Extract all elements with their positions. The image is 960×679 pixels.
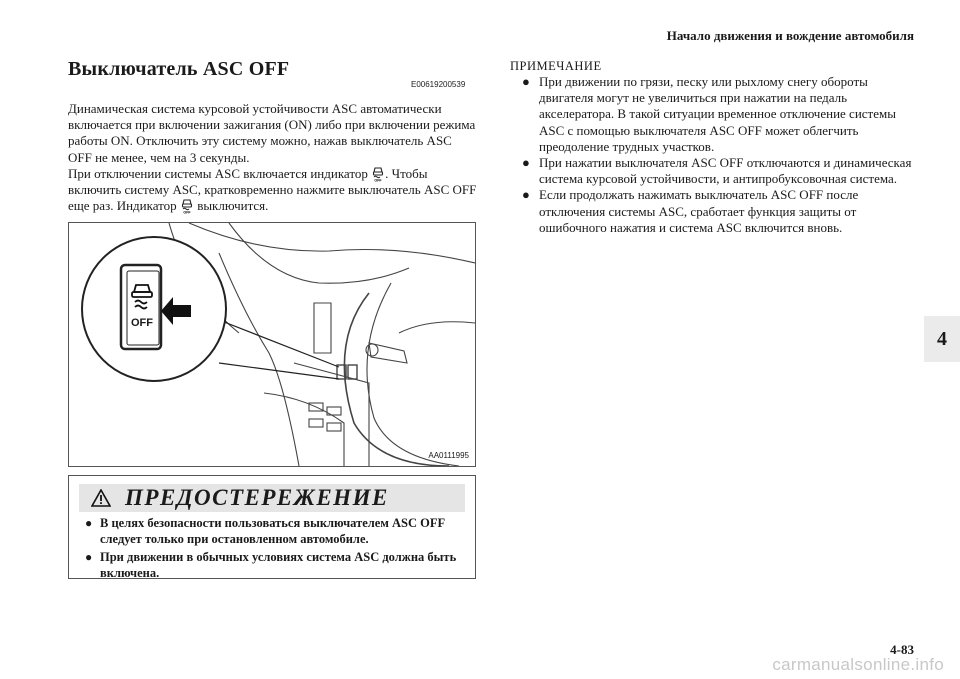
bullet-icon: ● bbox=[522, 74, 530, 89]
dash-lower-line bbox=[219, 253, 299, 466]
stalk-switch bbox=[369, 343, 407, 363]
warning-item bbox=[85, 550, 467, 581]
dash-panel-line bbox=[229, 223, 409, 283]
asc-off-indicator-icon bbox=[180, 198, 194, 214]
note-item-text: При движении по грязи, песку или рыхлому снегу обороты двигателя могут не увеличиться при нажатии на педаль акселератора. В такой ситуации временное отключение системы ASC с помощью выключателя ASC OFF может облегчить преодоление трудных участков. bbox=[539, 74, 896, 154]
section-title: Выключатель ASC OFF bbox=[68, 58, 290, 80]
air-vent bbox=[314, 303, 331, 353]
console-curve bbox=[264, 393, 344, 466]
body-paragraph-1: Динамическая система курсовой устойчивости ASC автоматически включается при включении зажигания (ON) либо при включении режима работы ON. Отключить эту систему можно, нажав выключатель ASC OFF не менее, чем на 3 секунды. bbox=[68, 101, 476, 165]
warning-item-text: При движении в обычных условиях система ASC должна быть включена. bbox=[100, 550, 457, 580]
note-item-text: Если продолжать нажимать выключатель ASC OFF после отключения системы ASC, сработает функция защиты от ошибочного нажатия и система ASC включится вновь. bbox=[539, 187, 859, 235]
bullet-icon: ● bbox=[522, 155, 530, 171]
section-code: E00619200539 bbox=[411, 80, 466, 89]
dashboard-illustration bbox=[68, 222, 476, 467]
warning-header bbox=[79, 484, 465, 512]
steering-wheel-rim bbox=[344, 293, 449, 466]
running-header: Начало движения и вождение автомобиля bbox=[666, 28, 914, 43]
steering-wheel-inner bbox=[367, 283, 459, 466]
body-paragraph-2 bbox=[68, 166, 478, 215]
body-paragraph-2-part-3: выключится. bbox=[197, 198, 269, 214]
note-item bbox=[522, 187, 922, 236]
note-item bbox=[522, 74, 922, 155]
bullet-icon: ● bbox=[522, 187, 530, 203]
warning-list bbox=[85, 516, 467, 584]
asc-off-indicator-icon bbox=[371, 166, 385, 182]
chapter-tab: 4 bbox=[924, 316, 960, 362]
svg-text:OFF: OFF bbox=[374, 178, 382, 182]
note-item-text: При нажатии выключателя ASC OFF отключаются и динамическая система курсовой устойчивости, и антипробуксовочная система. bbox=[539, 155, 912, 187]
warning-triangle-icon bbox=[91, 489, 111, 507]
dash-top-line bbox=[189, 223, 475, 263]
bullet-icon: ● bbox=[85, 516, 93, 530]
panel-switch bbox=[327, 423, 341, 431]
switch-off-label: OFF bbox=[131, 317, 153, 329]
leader-line bbox=[214, 318, 339, 367]
bullet-icon: ● bbox=[85, 550, 93, 564]
leader-line bbox=[219, 363, 339, 379]
svg-text:OFF: OFF bbox=[183, 210, 191, 215]
figure-code: AA0111995 bbox=[428, 451, 469, 460]
panel-switch bbox=[309, 419, 323, 427]
note-item bbox=[522, 155, 922, 187]
note-heading: ПРИМЕЧАНИЕ bbox=[510, 59, 602, 73]
steering-spoke bbox=[399, 322, 475, 333]
body-paragraph-2-part-2: . Чтобы включить систему ASC, кратковременно нажмите выключатель ASC OFF еще раз. Индикатор bbox=[68, 165, 477, 214]
warning-title: ПРЕДОСТЕРЕЖЕНИЕ bbox=[125, 485, 389, 510]
warning-item bbox=[85, 516, 467, 547]
warning-item-text: В целях безопасности пользоваться выключателем ASC OFF следует только при остановленном автомобиле. bbox=[100, 516, 445, 546]
page-number: 4-83 bbox=[890, 642, 914, 657]
watermark: carmanualsonline.info bbox=[772, 655, 944, 674]
warning-box bbox=[68, 475, 476, 579]
body-paragraph-2-part-1: При отключении системы ASC включается индикатор bbox=[68, 165, 368, 181]
body-text bbox=[68, 101, 478, 214]
asc-switch-location bbox=[348, 365, 357, 379]
dashboard-drawing bbox=[69, 223, 475, 466]
note-list bbox=[522, 74, 922, 236]
